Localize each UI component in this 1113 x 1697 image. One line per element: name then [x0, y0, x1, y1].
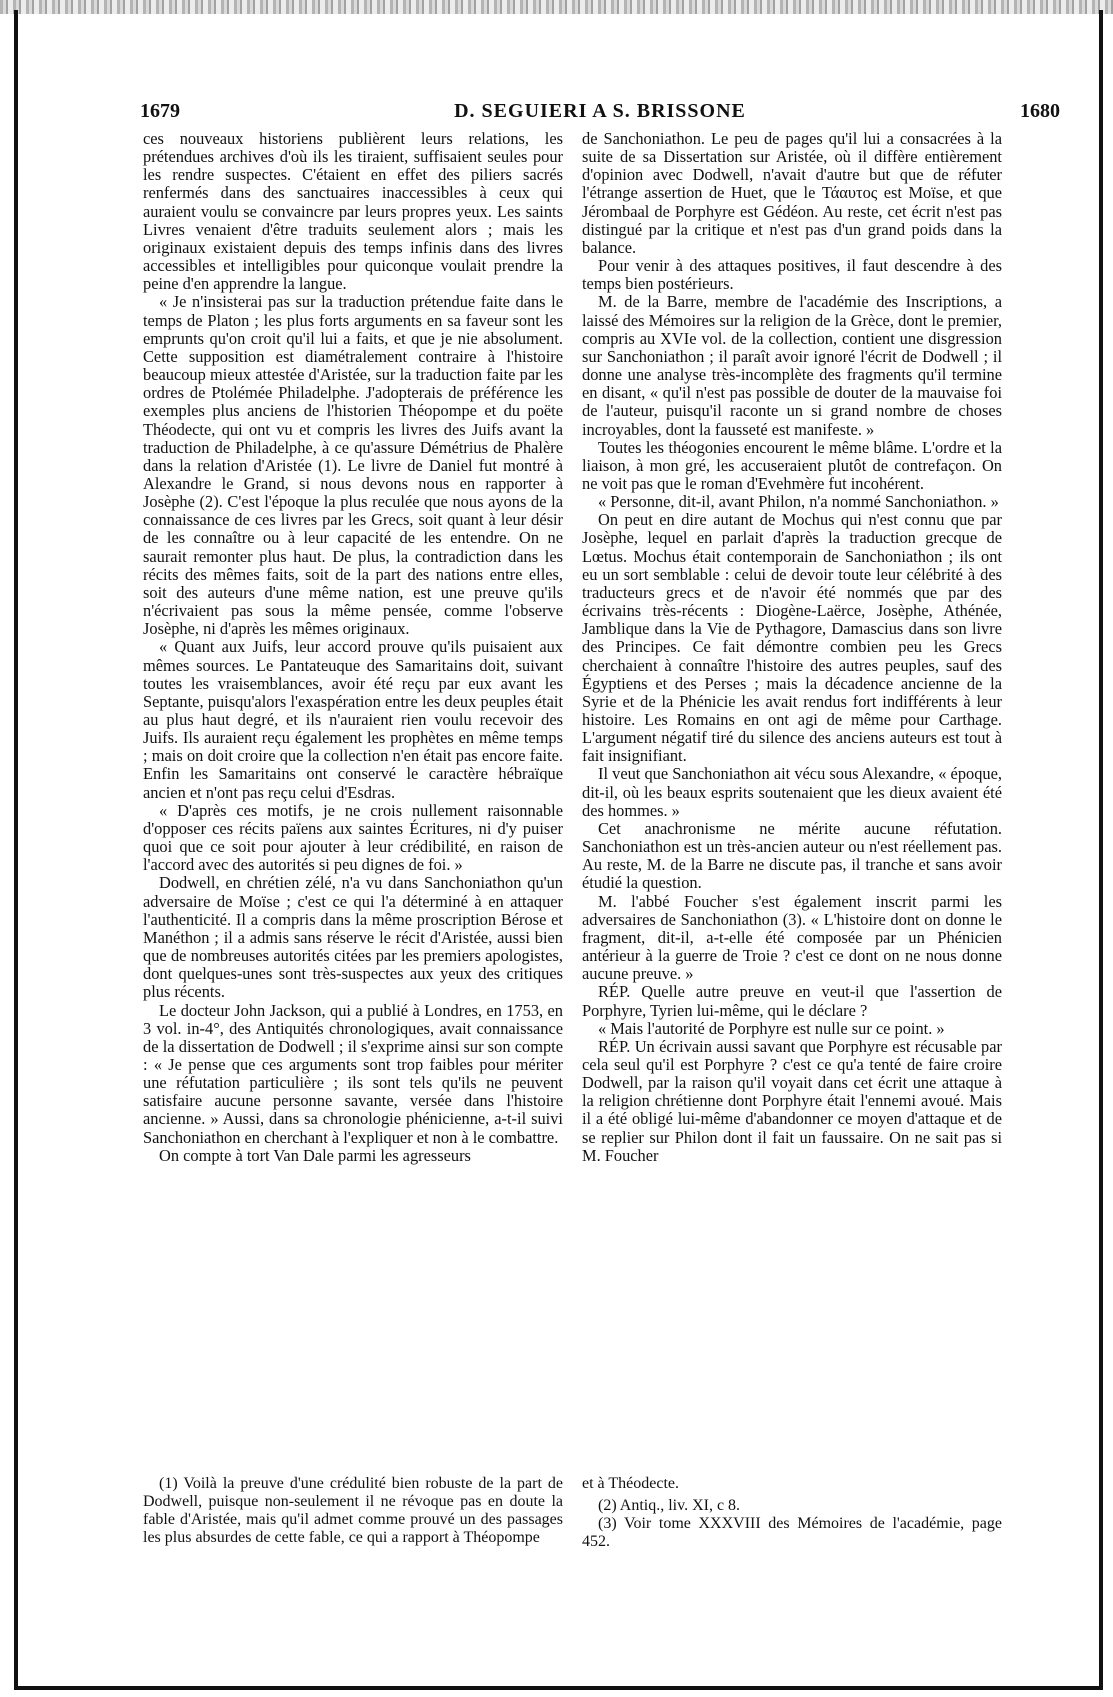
paragraph: Le docteur John Jackson, qui a publié à Londres, en 1753, en 3 vol. in-4°, des Antiquités chronologiques, avait connaissance de la dissertation de Dodwell ; il s'exprime ainsi sur son compte : « Je pense que ces arguments sont trop faibles pour mériter une réfutation particulière ; ils sont tels qu'ils ne peuvent satisfaire aucune personne savante, versée dans l'histoire ancienne. » Aussi, dans sa chronologie phénicienne, a-t-il suivi Sanchoniathon en cherchant à l'expliquer et non à le combattre. [143, 1000, 563, 1147]
page-border-left [14, 10, 18, 1690]
paragraph: M. de la Barre, membre de l'académie des Inscriptions, a laissé des Mémoires sur la religion de la Grèce, dont le premier, compris au XVIe vol. de la collection, contient une disgression sur Sanchoniathon ; il paraît avoir ignoré l'écrit de Dodwell ; il donne une analyse très-incomplète des fragments qu'il termine en disant, « qu'il n'est pas possible de douter de la mauvaise foi de l'auteur, puisqu'il raconte un si grand nombre de choses incroyables, dont la fausseté est manifeste. » [582, 292, 1002, 439]
page-border-right [1099, 10, 1103, 1690]
paragraph: M. l'abbé Foucher s'est également inscrit parmi les adversaires de Sanchoniathon (3). « L'histoire dont on donne le fragment, dit-il, a-t-elle été composée par un Phénicien antérieur à la guerre de Troie ? c'est ce dont on ne nous donne aucune preuve. » [582, 891, 1002, 984]
paragraph: « Personne, dit-il, avant Philon, n'a nommé Sanchoniathon. » [598, 492, 999, 512]
scan-edge [0, 0, 1113, 14]
page-number-left: 1679 [140, 100, 180, 122]
paragraph: ces nouveaux historiens publièrent leurs relations, les prétendues archives d'où ils les tiraient, suffisaient seules pour les rendre suspectes. C'étaient en effet des piliers sacrés renfermés dans des sanctuaires inaccessibles à ceux qui auraient voulu se convaincre par leurs propres yeux. Les saints Livres venaient d'être traduits seulement alors ; mais les originaux existaient depuis des temps infinis dans des livres accessibles et intelligibles pour quiconque voulait prendre la peine d'en apprendre la langue. [143, 129, 563, 294]
paragraph: « D'après ces motifs, je ne crois nullement raisonnable d'opposer ces récits païens aux saintes Écritures, ni d'y puiser quoi que ce soit pour ajouter à leur crédibilité, en raison de l'accord avec des autorités si peu dignes de foi. » [143, 800, 563, 875]
paragraph: Pour venir à des attaques positives, il faut descendre à des temps bien postérieurs. [582, 256, 1002, 294]
right-column [582, 130, 1002, 1165]
paragraph: Cet anachronisme ne mérite aucune réfutation. Sanchoniathon est un très-ancien auteur ou n'est réellement pas. Au reste, M. de la Barre ne discute pas, il tranche et sans avoir étudié la question. [582, 818, 1002, 893]
left-column [143, 130, 563, 1165]
footnote-continuation: et à Théodecte. [582, 1475, 679, 1492]
footnotes-left [143, 1475, 563, 1547]
paragraph: « Mais l'autorité de Porphyre est nulle sur ce point. » [598, 1018, 945, 1038]
paragraph: Toutes les théogonies encourent le même blâme. L'ordre et la liaison, à mon gré, les accuseraient plutôt de contrefaçon. On ne voit pas que le roman d'Evehmère fut incohérent. [582, 437, 1002, 493]
paragraph: On peut en dire autant de Mochus qui n'est connu que par Josèphe, lequel en parlait d'après la traduction grecque de Lœtus. Mochus était contemporain de Sanchoniathon ; ils ont eu un sort semblable : celui de devoir toute leur célébrité à des traducteurs grecs et de n'avoir été nommés que par des écrivains très-récents : Diogène-Laërce, Josèphe, Athénée, Jamblique dans la Vie de Pythagore, Damascius dans son livre des Principes. Ce fait démontre combien peu les Grecs cherchaient à connaître l'histoire des autres peuples, sauf des Égyptiens et des Perses ; mais la décadence ancienne de la Syrie et de la Phénicie les avait rendus fort indifférents à leur histoire. Les Romains en ont agi de même pour Carthage. L'argument négatif tiré du silence des anciens auteurs est tout à fait insignifiant. [582, 510, 1002, 766]
paragraph: de Sanchoniathon. Le peu de pages qu'il lui a consacrées à la suite de sa Dissertation sur Aristée, où il diffère entièrement d'opinion avec Dodwell, n'avait d'autre but que de réfuter l'étrange assertion de Huet, que le Τάαυτος est Moïse, et que Jérombaal de Porphyre est Gédéon. Au reste, cet écrit n'est pas distingué par la critique et n'est pas d'un grand poids dans la balance. [582, 129, 1002, 257]
footnote: (2) Antiq., liv. XI, c 8. [598, 1497, 741, 1514]
page-border-bottom [14, 1686, 1103, 1690]
paragraph: RÉP. Quelle autre preuve en veut-il que l'assertion de Porphyre, Tyrien lui-même, qui le déclare ? [582, 982, 1002, 1020]
paragraph: Il veut que Sanchoniathon ait vécu sous Alexandre, « époque, dit-il, où les beaux esprits soutenaient que les dieux avaient été des hommes. » [582, 764, 1002, 820]
paragraph: Dodwell, en chrétien zélé, n'a vu dans Sanchoniathon qu'un adversaire de Moïse ; c'est ce qui l'a déterminé à en attaquer l'authenticité. Il a compris dans la même proscription Bérose et Manéthon ; il a admis sans réserve le récit d'Aristée, aussi bien que de nombreuses autorités citées par les premiers apologistes, dont quelques-unes sont très-suspectes aux yeux des critiques plus récents. [143, 873, 563, 1002]
page-number-right: 1680 [1020, 100, 1060, 122]
page-header [140, 100, 1060, 130]
footnote: (3) Voir tome XXXVIII des Mémoires de l'académie, page 452. [582, 1515, 1002, 1550]
paragraph: On compte à tort Van Dale parmi les agresseurs [159, 1145, 471, 1165]
paragraph: « Je n'insisterai pas sur la traduction prétendue faite dans le temps de Platon ; les plus forts arguments en sa faveur sont les emprunts qu'on croit qu'il lui a faits, et que je nie absolument. Cette supposition est diamétralement contraire à l'histoire beaucoup mieux attestée d'Aristée, sur la traduction faite par les ordres de Ptolémée Philadelphe. J'adopterais de préférence les exemples plus anciens de l'historien Théopompe et du poëte Théodecte, qui ont vu et compris les livres des Juifs avant la traduction de Philadelphe, à ce qu'assure Démétrius de Phalère dans la relation d'Aristée (1). Le livre de Daniel fut montré à Alexandre le Grand, si nous devons nous en rapporter à Josèphe (2). C'est l'époque la plus reculée que nous ayons de la connaissance de ces livres par les Grecs, soit quant à leur désir de les connaître ou à leur capacité de les entendre. On ne saurait remonter plus haut. De plus, la contradiction dans les récits des mêmes faits, soit de la part des nations entre elles, soit des auteurs d'une même nation, est une preuve qu'ils n'écrivaient pas sous la même pensée, comme l'observe Josèphe, ni d'après les mêmes originaux. [143, 292, 563, 639]
running-title: D. SEGUIERI A S. BRISSONE [454, 100, 746, 122]
paragraph: « Quant aux Juifs, leur accord prouve qu'ils puisaient aux mêmes sources. Le Pantateuque des Samaritains doit, suivant toutes les vraisemblances, avoir été reçu par eux avant les Septante, puisqu'alors l'exaspération entre les deux peuples était au plus haut degré, et ils n'auraient rien voulu recevoir des Juifs. Ils auraient reçu également les prophètes en même temps ; mais on doit croire que la collection n'en était pas encore faite. Enfin les Samaritains ont conservé le caractère hébraïque ancien et n'ont pas reçu celui d'Esdras. [143, 637, 563, 802]
footnote: (1) Voilà la preuve d'une crédulité bien robuste de la part de Dodwell, puisque non-seulement il ne révoque pas en doute la fable d'Aristée, mais qu'il admet comme prouvé un des passages les plus absurdes de cette fable, ce qui a rapport à Théopompe [143, 1475, 563, 1546]
footnotes-right [582, 1475, 1002, 1551]
paragraph: RÉP. Un écrivain aussi savant que Porphyre est récusable par cela seul qu'il est Porphyre ? c'est ce qu'a tenté de faire croire Dodwell, par la raison qu'il voyait dans cet écrit une attaque à la religion chrétienne dont Porphyre était l'ennemi avoué. Mais il a été obligé lui-même d'abandonner ce moyen d'attaque et de se replier sur Philon dont il fait un faussaire. On ne sait pas si M. Foucher [582, 1036, 1002, 1165]
